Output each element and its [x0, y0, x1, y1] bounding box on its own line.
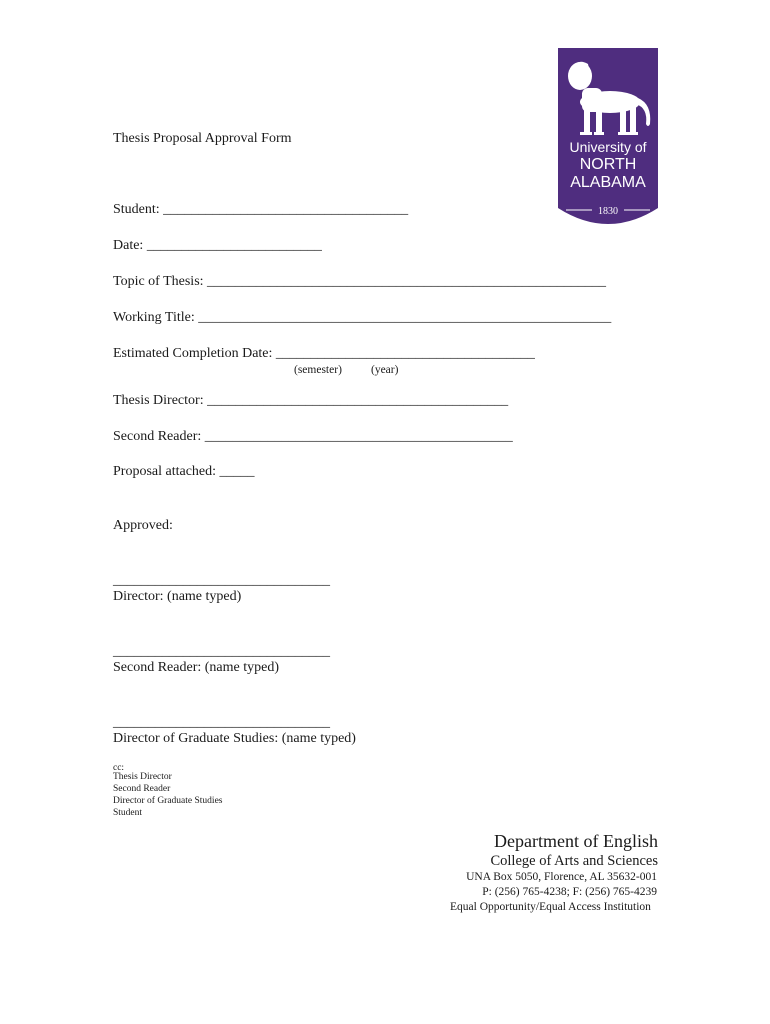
date-field: Date: _________________________ [113, 238, 322, 253]
eeo-statement: Equal Opportunity/Equal Access Institution [450, 901, 651, 913]
proposal-attached-field: Proposal attached: _____ [113, 464, 255, 479]
cc-label: cc: [113, 763, 125, 773]
signature-label-second-reader: Second Reader: (name typed) [113, 660, 279, 675]
signature-label-director: Director: (name typed) [113, 589, 242, 604]
second-reader-field: Second Reader: ____________________________________________ [113, 429, 513, 444]
cc-recipient: Student [113, 808, 143, 818]
completion-date-field: Estimated Completion Date: _____________________________________ [113, 346, 535, 361]
cc-recipient: Director of Graduate Studies [113, 796, 223, 806]
semester-caption: (semester) [294, 364, 342, 376]
signature-line-graduate-director: _______________________________ [113, 715, 330, 730]
signature-label-graduate-director: Director of Graduate Studies: (name typed) [113, 731, 356, 746]
college-name: College of Arts and Sciences [490, 853, 658, 869]
logo-north: NORTH [579, 156, 637, 173]
university-logo [558, 48, 658, 232]
year-caption: (year) [371, 364, 399, 376]
cc-recipient: Second Reader [113, 784, 171, 794]
logo-year: 1830 [598, 206, 618, 217]
form-title: Thesis Proposal Approval Form [113, 131, 292, 146]
thesis-director-field: Thesis Director: ___________________________________________ [113, 393, 509, 408]
working-title-field: Working Title: ___________________________________________________________ [113, 310, 612, 325]
logo-alabama: ALABAMA [570, 174, 646, 191]
department-name: Department of English [494, 831, 658, 851]
student-field: Student: ___________________________________ [113, 202, 409, 217]
approved-label: Approved: [113, 518, 173, 533]
phone-fax: P: (256) 765-4238; F: (256) 765-4239 [482, 886, 657, 898]
topic-field: Topic of Thesis: _________________________________________________________ [113, 274, 607, 289]
address: UNA Box 5050, Florence, AL 35632-001 [466, 871, 657, 883]
cc-recipient: Thesis Director [113, 772, 172, 782]
signature-line-second-reader: _______________________________ [113, 644, 330, 659]
signature-line-director: _______________________________ [113, 573, 330, 588]
logo-university-of: University of [569, 139, 647, 155]
